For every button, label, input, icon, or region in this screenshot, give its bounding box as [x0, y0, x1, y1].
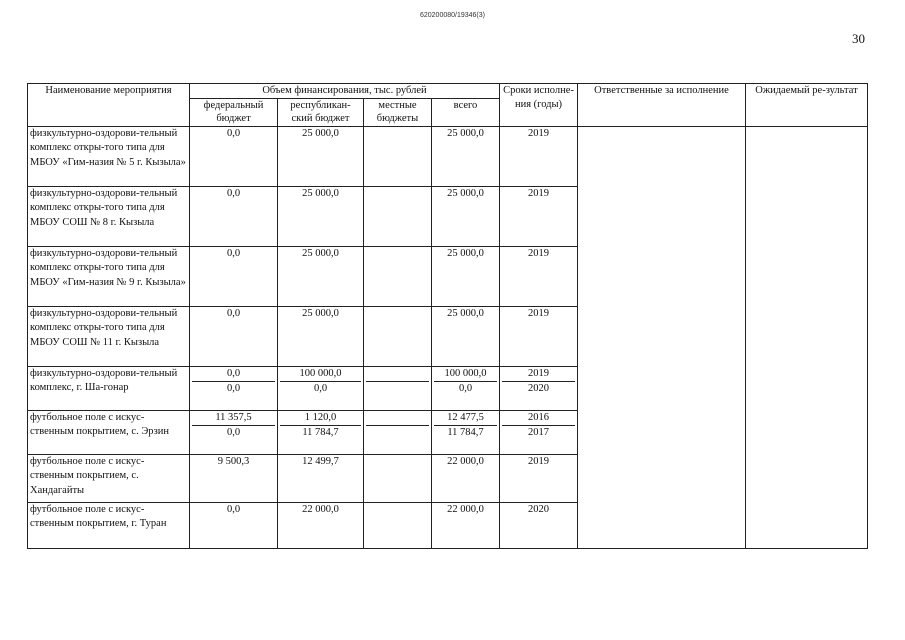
cell-years [500, 454, 578, 502]
cell-value [366, 455, 429, 470]
cell-name: физкультурно-оздорови-тельный комплекс откры-того типа для МБОУ СОШ № 11 г. Кызыла [28, 306, 190, 366]
cell-total [432, 126, 500, 186]
cell-value: 0,0 [226, 307, 241, 319]
cell-value: 2020 [528, 503, 549, 515]
cell-federal [190, 306, 278, 366]
cell-value: 9 500,3 [217, 455, 250, 467]
cell-total [432, 246, 500, 306]
cell-value: 0,0 [313, 383, 328, 395]
cell-value: 100 000,0 [280, 367, 361, 383]
cell-federal [190, 126, 278, 186]
cell-value: 2017 [528, 427, 549, 439]
cell-name: физкультурно-оздорови-тельный комплекс откры-того типа для МБОУ «Гим-назия № 9 г. Кызыла» [28, 246, 190, 306]
cell-value: 2019 [528, 247, 549, 259]
cell-name: футбольное поле с искус-ственным покрытием, с. Хандагайты [28, 454, 190, 502]
cell-years [500, 502, 578, 548]
cell-federal [190, 366, 278, 410]
cell-value [366, 411, 429, 427]
cell-value [366, 247, 429, 262]
cell-federal [190, 502, 278, 548]
cell-value: 25 000,0 [302, 247, 339, 259]
cell-local [364, 186, 432, 246]
cell-federal [190, 410, 278, 454]
cell-value: 0,0 [458, 383, 473, 395]
header-responsible: Ответственные за исполнение [578, 84, 746, 127]
cell-value [366, 503, 429, 518]
cell-value: 0,0 [226, 383, 241, 395]
cell-value [366, 187, 429, 202]
cell-years [500, 186, 578, 246]
cell-value: 22 000,0 [302, 503, 339, 515]
cell-republican [278, 454, 364, 502]
cell-republican [278, 502, 364, 548]
cell-total [432, 366, 500, 410]
page-number: 30 [852, 31, 865, 46]
cell-value: 100 000,0 [434, 367, 497, 383]
financing-table [27, 83, 868, 549]
cell-local [364, 126, 432, 186]
cell-value: 2019 [528, 307, 549, 319]
cell-value [366, 382, 429, 397]
cell-value: 22 000,0 [447, 503, 484, 515]
cell-value: 12 499,7 [302, 455, 339, 467]
cell-value: 11 357,5 [192, 411, 275, 427]
cell-result [746, 126, 868, 548]
cell-republican [278, 410, 364, 454]
cell-value: 2019 [528, 187, 549, 199]
cell-value: 0,0 [226, 127, 241, 139]
cell-value: 2020 [528, 383, 549, 395]
cell-republican [278, 186, 364, 246]
cell-years [500, 246, 578, 306]
cell-value: 2016 [502, 411, 575, 427]
cell-republican [278, 366, 364, 410]
header-republican: республикан-ский бюджет [278, 98, 364, 126]
cell-local [364, 502, 432, 548]
cell-name: физкультурно-оздорови-тельный комплекс откры-того типа для МБОУ «Гим-назия № 5 г. Кызыла» [28, 126, 190, 186]
header-financing: Объем финансирования, тыс. рублей [190, 84, 500, 99]
cell-years [500, 126, 578, 186]
cell-value: 0,0 [226, 187, 241, 199]
header-result: Ожидаемый ре-зультат [746, 84, 868, 127]
document-id: 620200080/19346(3) [419, 12, 485, 19]
cell-republican [278, 306, 364, 366]
cell-value [366, 426, 429, 441]
cell-federal [190, 186, 278, 246]
cell-value: 1 120,0 [280, 411, 361, 427]
cell-responsible [578, 126, 746, 548]
cell-local [364, 306, 432, 366]
cell-value: 0,0 [226, 427, 241, 439]
cell-local [364, 410, 432, 454]
cell-value [366, 307, 429, 322]
cell-total [432, 502, 500, 548]
cell-republican [278, 126, 364, 186]
cell-federal [190, 246, 278, 306]
cell-total [432, 410, 500, 454]
cell-value: 2019 [502, 367, 575, 383]
cell-value: 12 477,5 [434, 411, 497, 427]
cell-value: 2019 [528, 127, 549, 139]
cell-value: 11 784,7 [447, 427, 484, 439]
cell-years [500, 366, 578, 410]
cell-years [500, 306, 578, 366]
cell-value [366, 127, 429, 142]
cell-value: 25 000,0 [447, 307, 484, 319]
cell-value [366, 367, 429, 383]
cell-name: физкультурно-оздорови-тельный комплекс, г. Ша-гонар [28, 366, 190, 410]
cell-value: 25 000,0 [302, 307, 339, 319]
cell-value: 25 000,0 [302, 187, 339, 199]
header-federal: федеральный бюджет [190, 98, 278, 126]
cell-name: футбольное поле с искус-ственным покрытием, г. Туран [28, 502, 190, 548]
table-body [28, 126, 868, 548]
cell-federal [190, 454, 278, 502]
cell-years [500, 410, 578, 454]
cell-republican [278, 246, 364, 306]
header-terms: Сроки исполне-ния (годы) [500, 84, 578, 127]
cell-local [364, 366, 432, 410]
cell-name: футбольное поле с искус-ственным покрытием, с. Эрзин [28, 410, 190, 454]
cell-value: 25 000,0 [447, 127, 484, 139]
header-total: всего [432, 98, 500, 126]
cell-total [432, 306, 500, 366]
cell-total [432, 454, 500, 502]
cell-value: 0,0 [226, 503, 241, 515]
cell-total [432, 186, 500, 246]
cell-value: 2019 [528, 455, 549, 467]
cell-value: 25 000,0 [447, 187, 484, 199]
cell-name: физкультурно-оздорови-тельный комплекс откры-того типа для МБОУ СОШ № 8 г. Кызыла [28, 186, 190, 246]
cell-value: 25 000,0 [447, 247, 484, 259]
cell-local [364, 454, 432, 502]
cell-value: 22 000,0 [447, 455, 484, 467]
cell-value: 0,0 [226, 247, 241, 259]
cell-value: 25 000,0 [302, 127, 339, 139]
cell-value: 0,0 [192, 367, 275, 383]
table-row [28, 126, 868, 186]
header-name: Наименование мероприятия [28, 84, 190, 127]
cell-value: 11 784,7 [302, 427, 339, 439]
cell-local [364, 246, 432, 306]
header-local: местные бюджеты [364, 98, 432, 126]
